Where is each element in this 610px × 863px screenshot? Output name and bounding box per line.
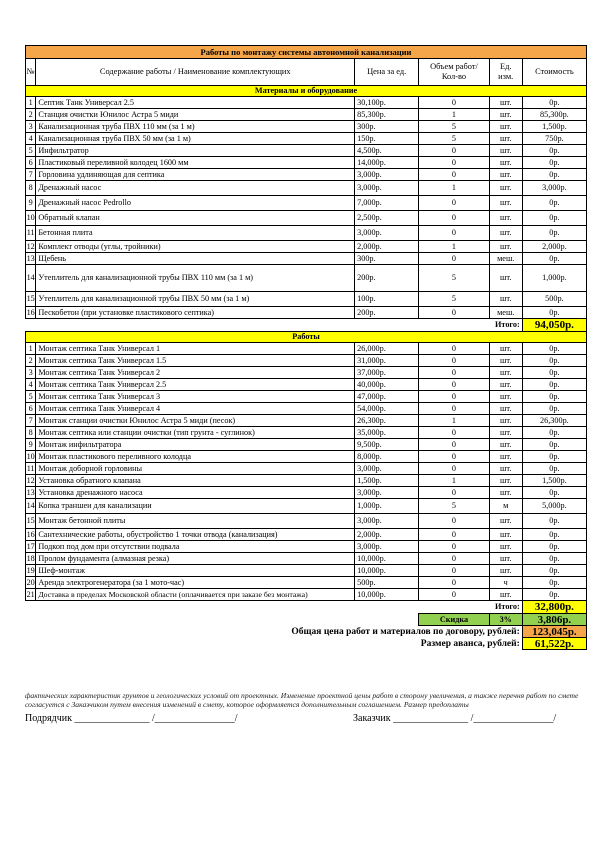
quantity: 0 — [419, 145, 489, 157]
row-number: 5 — [26, 391, 36, 403]
row-number: 2 — [26, 109, 36, 121]
unit: шт. — [489, 211, 522, 226]
item-name: Монтаж септика Танк Универсал 3 — [36, 391, 355, 403]
quantity: 0 — [419, 463, 489, 475]
item-name: Установка дренажного насоса — [36, 487, 355, 499]
unit-price: 10,000р. — [355, 589, 419, 601]
unit: меш. — [489, 307, 522, 319]
row-number: 20 — [26, 577, 35, 587]
cost: 0р. — [522, 97, 586, 109]
quantity: 0 — [419, 577, 489, 589]
item-name: Монтаж септика или станции очистки (тип грунта - суглинок) — [36, 427, 355, 439]
customer-signature: Заказчик _______________ /________________/ — [353, 713, 557, 724]
materials-total-label: Итого: — [495, 320, 520, 329]
item-name: Инфильтратор — [36, 145, 355, 157]
materials-row — [26, 211, 587, 226]
row-number: 11 — [26, 463, 35, 473]
quantity: 0 — [419, 427, 489, 439]
unit-price: 2,000р. — [355, 529, 419, 541]
item-name: Монтаж инфильтратора — [36, 439, 355, 451]
row-number: 3 — [26, 367, 36, 379]
unit-price: 1,500р. — [355, 475, 419, 487]
item-name: Аренда электрогенератора (за 1 мото-час) — [36, 577, 355, 589]
unit: меш. — [489, 253, 522, 265]
unit: шт. — [489, 565, 522, 577]
quantity: 0 — [419, 541, 489, 553]
unit: шт. — [489, 109, 522, 121]
row-number: 8 — [26, 181, 36, 196]
contract-note: фактических характеристик грунтов и геологических условий от проектных. Изменение проектной цены работ в сторону увеличения, а также перечня работ по смете согласуется с Заказчиком путем внесения изменений в смету, которое оформляется дополнительным соглашением. Размер предоплаты — [25, 691, 579, 709]
cost: 0р. — [522, 196, 586, 211]
cost: 0р. — [522, 529, 586, 541]
quantity: 0 — [419, 169, 489, 181]
cost: 0р. — [522, 487, 586, 499]
grand-total-value: 123,045р. — [522, 626, 586, 638]
cost: 2,000р. — [522, 241, 586, 253]
quantity: 0 — [419, 367, 489, 379]
quantity: 0 — [419, 403, 489, 415]
unit: шт. — [489, 541, 522, 553]
works-row — [26, 577, 587, 589]
unit-price: 3,000р. — [355, 181, 419, 196]
quantity: 5 — [419, 499, 489, 514]
unit-price: 3,000р. — [355, 541, 419, 553]
quantity: 0 — [419, 97, 489, 109]
quantity: 0 — [419, 553, 489, 565]
unit: шт. — [489, 226, 522, 241]
discount-percent: 3% — [489, 614, 522, 626]
col-header-name: Содержание работы / Наименование комплектующих — [36, 59, 355, 86]
works-row — [26, 427, 587, 439]
quantity: 0 — [419, 157, 489, 169]
advance-label: Размер аванса, рублей: — [420, 638, 520, 649]
row-number: 13 — [26, 253, 35, 263]
section-materials: Материалы и оборудование — [26, 86, 587, 97]
item-name: Канализационная труба ПВХ 50 мм (за 1 м) — [36, 133, 355, 145]
estimate-sheet — [25, 45, 587, 650]
cost: 5,000р. — [522, 499, 586, 514]
works-row — [26, 565, 587, 577]
materials-total-row — [26, 319, 587, 332]
unit: шт. — [489, 157, 522, 169]
unit-price: 26,300р. — [355, 415, 419, 427]
unit: шт. — [489, 463, 522, 475]
unit-price: 85,300р. — [355, 109, 419, 121]
row-number: 1 — [26, 97, 36, 109]
unit: шт. — [489, 589, 522, 601]
quantity: 5 — [419, 265, 489, 292]
item-name: Доставка в пределах Московской области (оплачивается при заказе без монтажа) — [36, 589, 355, 601]
unit: м — [489, 499, 522, 514]
row-number: 8 — [26, 427, 36, 439]
item-name: Монтаж доборной горловины — [36, 463, 355, 475]
cost: 0р. — [522, 343, 586, 355]
unit: шт. — [489, 391, 522, 403]
item-name: Сантехнические работы, обустройство 1 точки отвода (канализация) — [36, 529, 355, 541]
materials-row — [26, 121, 587, 133]
item-name: Утеплитель для канализационной трубы ПВХ 110 мм (за 1 м) — [36, 265, 355, 292]
item-name: Утеплитель для канализационной трубы ПВХ 50 мм (за 1 м) — [36, 292, 355, 307]
works-row — [26, 553, 587, 565]
cost: 1,500р. — [522, 475, 586, 487]
row-number: 16 — [26, 307, 35, 317]
materials-row — [26, 181, 587, 196]
works-row — [26, 415, 587, 427]
quantity: 0 — [419, 439, 489, 451]
section-works: Работы — [26, 332, 587, 343]
col-header-num: № — [26, 59, 36, 86]
quantity: 0 — [419, 253, 489, 265]
quantity: 0 — [419, 514, 489, 529]
works-row — [26, 514, 587, 529]
unit-price: 300р. — [355, 253, 419, 265]
col-header-qty: Объем работ/ Кол-во — [419, 59, 489, 86]
row-number: 14 — [26, 265, 36, 292]
row-number: 15 — [26, 514, 36, 529]
works-row — [26, 475, 587, 487]
unit: ч — [489, 577, 522, 589]
works-row — [26, 589, 587, 601]
cost: 0р. — [522, 391, 586, 403]
grand-total-row — [26, 626, 587, 638]
contractor-signature: Подрядчик _______________ /________________/ — [25, 713, 238, 724]
unit: шт. — [489, 439, 522, 451]
estimate-table — [25, 45, 587, 650]
unit-price: 14,000р. — [355, 157, 419, 169]
unit-price: 35,000р. — [355, 427, 419, 439]
unit-price: 4,500р. — [355, 145, 419, 157]
cost: 750р. — [522, 133, 586, 145]
row-number: 13 — [26, 487, 35, 497]
quantity: 0 — [419, 391, 489, 403]
unit-price: 1,000р. — [355, 499, 419, 514]
item-name: Комплект отводы (углы, тройники) — [36, 241, 355, 253]
quantity: 5 — [419, 292, 489, 307]
row-number: 1 — [26, 343, 36, 355]
materials-row — [26, 292, 587, 307]
works-row — [26, 355, 587, 367]
unit-price: 54,000р. — [355, 403, 419, 415]
unit-price: 8,000р. — [355, 451, 419, 463]
works-row — [26, 367, 587, 379]
works-row — [26, 391, 587, 403]
works-row — [26, 529, 587, 541]
row-number: 16 — [26, 529, 35, 539]
row-number: 12 — [26, 241, 35, 251]
item-name: Монтаж септика Танк Универсал 2.5 — [36, 379, 355, 391]
col-header-cost: Стоимость — [522, 59, 586, 86]
quantity: 0 — [419, 211, 489, 226]
row-number: 12 — [26, 475, 35, 485]
item-name: Горловина удлиняющая для септика — [36, 169, 355, 181]
col-header-price: Цена за ед. — [355, 59, 419, 86]
item-name: Бетонная плита — [36, 226, 355, 241]
works-row — [26, 463, 587, 475]
cost: 0р. — [522, 379, 586, 391]
item-name: Монтаж бетонной плиты — [36, 514, 355, 529]
materials-total-value: 94,050р. — [522, 319, 586, 332]
row-number: 10 — [26, 211, 36, 226]
item-name: Щебень — [36, 253, 355, 265]
unit: шт. — [489, 553, 522, 565]
quantity: 0 — [419, 343, 489, 355]
item-name: Монтаж септика Танк Универсал 4 — [36, 403, 355, 415]
unit: шт. — [489, 475, 522, 487]
cost: 0р. — [522, 577, 586, 589]
quantity: 0 — [419, 487, 489, 499]
unit-price: 300р. — [355, 121, 419, 133]
cost: 0р. — [522, 226, 586, 241]
works-row — [26, 403, 587, 415]
unit-price: 30,100р. — [355, 97, 419, 109]
quantity: 1 — [419, 181, 489, 196]
cost: 0р. — [522, 403, 586, 415]
unit-price: 9,500р. — [355, 439, 419, 451]
estimate-title: Работы по монтажу системы автономной канализации — [26, 46, 587, 59]
works-total-label: Итого: — [495, 602, 520, 611]
unit: шт. — [489, 292, 522, 307]
row-number: 18 — [26, 553, 35, 563]
unit-price: 3,000р. — [355, 487, 419, 499]
advance-value: 61,522р. — [522, 638, 586, 650]
quantity: 0 — [419, 589, 489, 601]
unit: шт. — [489, 451, 522, 463]
item-name: Пескобетон (при установке пластикового септика) — [36, 307, 355, 319]
unit-price: 150р. — [355, 133, 419, 145]
materials-row — [26, 241, 587, 253]
unit-price: 3,000р. — [355, 514, 419, 529]
cost: 3,000р. — [522, 181, 586, 196]
item-name: Шеф-монтаж — [36, 565, 355, 577]
row-number: 15 — [26, 292, 36, 307]
unit-price: 3,000р. — [355, 226, 419, 241]
cost: 0р. — [522, 253, 586, 265]
cost: 0р. — [522, 145, 586, 157]
cost: 0р. — [522, 565, 586, 577]
item-name: Монтаж септика Танк Универсал 2 — [36, 367, 355, 379]
quantity: 0 — [419, 355, 489, 367]
unit: шт. — [489, 427, 522, 439]
item-name: Станция очистки Юнилос Астра 5 миди — [36, 109, 355, 121]
row-number: 14 — [26, 499, 36, 514]
row-number: 9 — [26, 439, 36, 451]
materials-row — [26, 133, 587, 145]
row-number: 19 — [26, 565, 35, 575]
item-name: Пластиковый переливной колодец 1600 мм — [36, 157, 355, 169]
row-number: 9 — [26, 196, 36, 211]
unit-price: 37,000р. — [355, 367, 419, 379]
unit: шт. — [489, 415, 522, 427]
item-name: Установка обратного клапана — [36, 475, 355, 487]
works-total-value: 32,800р. — [522, 601, 586, 614]
unit: шт. — [489, 514, 522, 529]
unit: шт. — [489, 181, 522, 196]
cost: 85,300р. — [522, 109, 586, 121]
materials-row — [26, 169, 587, 181]
cost: 0р. — [522, 451, 586, 463]
row-number: 21 — [26, 589, 35, 599]
unit-price: 500р. — [355, 577, 419, 589]
cost: 0р. — [522, 211, 586, 226]
row-number: 4 — [26, 133, 36, 145]
unit-price: 100р. — [355, 292, 419, 307]
cost: 0р. — [522, 553, 586, 565]
row-number: 6 — [26, 157, 36, 169]
materials-row — [26, 226, 587, 241]
unit: шт. — [489, 367, 522, 379]
unit: шт. — [489, 265, 522, 292]
works-row — [26, 451, 587, 463]
materials-row — [26, 265, 587, 292]
unit: шт. — [489, 403, 522, 415]
row-number: 7 — [26, 169, 36, 181]
cost: 0р. — [522, 514, 586, 529]
cost: 0р. — [522, 439, 586, 451]
row-number: 4 — [26, 379, 36, 391]
row-number: 3 — [26, 121, 36, 133]
materials-row — [26, 253, 587, 265]
row-number: 2 — [26, 355, 36, 367]
unit-price: 2,000р. — [355, 241, 419, 253]
cost: 0р. — [522, 169, 586, 181]
cost: 0р. — [522, 463, 586, 475]
unit: шт. — [489, 241, 522, 253]
item-name: Канализационная труба ПВХ 110 мм (за 1 м) — [36, 121, 355, 133]
unit: шт. — [489, 529, 522, 541]
unit: шт. — [489, 355, 522, 367]
materials-row — [26, 109, 587, 121]
unit-price: 7,000р. — [355, 196, 419, 211]
works-row — [26, 439, 587, 451]
works-row — [26, 343, 587, 355]
quantity: 0 — [419, 196, 489, 211]
quantity: 1 — [419, 415, 489, 427]
quantity: 0 — [419, 379, 489, 391]
unit-price: 200р. — [355, 265, 419, 292]
advance-row — [26, 638, 587, 650]
spacer — [26, 614, 419, 626]
unit-price: 47,000р. — [355, 391, 419, 403]
cost: 26,300р. — [522, 415, 586, 427]
quantity: 0 — [419, 226, 489, 241]
unit-price: 40,000р. — [355, 379, 419, 391]
quantity: 0 — [419, 529, 489, 541]
materials-row — [26, 97, 587, 109]
grand-total-label: Общая цена работ и материалов по договору, рублей: — [291, 626, 520, 637]
discount-value: 3,806р. — [522, 614, 586, 626]
unit: шт. — [489, 145, 522, 157]
col-header-unit: Ед. изм. — [489, 59, 522, 86]
item-name: Дренажный насос — [36, 181, 355, 196]
row-number: 17 — [26, 541, 35, 551]
quantity: 1 — [419, 475, 489, 487]
item-name: Монтаж септика Танк Универсал 1.5 — [36, 355, 355, 367]
quantity: 1 — [419, 109, 489, 121]
row-number: 7 — [26, 415, 36, 427]
works-total-row — [26, 601, 587, 614]
quantity: 0 — [419, 307, 489, 319]
row-number: 5 — [26, 145, 36, 157]
item-name: Монтаж пластикового переливного колодца — [36, 451, 355, 463]
unit-price: 2,500р. — [355, 211, 419, 226]
unit: шт. — [489, 97, 522, 109]
row-number: 11 — [26, 226, 36, 241]
unit: шт. — [489, 487, 522, 499]
quantity: 0 — [419, 565, 489, 577]
unit-price: 10,000р. — [355, 565, 419, 577]
quantity: 5 — [419, 133, 489, 145]
cost: 0р. — [522, 589, 586, 601]
unit-price: 200р. — [355, 307, 419, 319]
item-name: Подкоп под дом при отсутствии подвала — [36, 541, 355, 553]
unit: шт. — [489, 121, 522, 133]
works-row — [26, 499, 587, 514]
cost: 0р. — [522, 307, 586, 319]
works-row — [26, 487, 587, 499]
item-name: Дренажный насос Pedrollo — [36, 196, 355, 211]
item-name: Пролом фундамента (алмазная резка) — [36, 553, 355, 565]
row-number: 6 — [26, 403, 36, 415]
cost: 500р. — [522, 292, 586, 307]
quantity: 0 — [419, 451, 489, 463]
item-name: Септик Танк Универсал 2.5 — [36, 97, 355, 109]
quantity: 1 — [419, 241, 489, 253]
item-name: Монтаж станции очистки Юнилос Астра 5 миди (песок) — [36, 415, 355, 427]
row-number: 10 — [26, 451, 35, 461]
cost: 1,500р. — [522, 121, 586, 133]
cost: 0р. — [522, 355, 586, 367]
item-name: Копка траншеи для канализации — [36, 499, 355, 514]
materials-row — [26, 157, 587, 169]
materials-row — [26, 307, 587, 319]
unit: шт. — [489, 196, 522, 211]
discount-label: Скидка — [419, 614, 489, 626]
header-row — [26, 59, 587, 86]
materials-row — [26, 145, 587, 157]
cost: 0р. — [522, 157, 586, 169]
materials-row — [26, 196, 587, 211]
unit-price: 10,000р. — [355, 553, 419, 565]
unit-price: 3,000р. — [355, 169, 419, 181]
works-row — [26, 379, 587, 391]
unit-price: 31,000р. — [355, 355, 419, 367]
unit: шт. — [489, 379, 522, 391]
cost: 1,000р. — [522, 265, 586, 292]
works-row — [26, 541, 587, 553]
unit: шт. — [489, 343, 522, 355]
item-name: Монтаж септика Танк Универсал 1 — [36, 343, 355, 355]
cost: 0р. — [522, 427, 586, 439]
unit: шт. — [489, 133, 522, 145]
discount-row — [26, 614, 587, 626]
unit-price: 26,000р. — [355, 343, 419, 355]
cost: 0р. — [522, 541, 586, 553]
cost: 0р. — [522, 367, 586, 379]
item-name: Обратный клапан — [36, 211, 355, 226]
unit: шт. — [489, 169, 522, 181]
unit-price: 3,000р. — [355, 463, 419, 475]
quantity: 5 — [419, 121, 489, 133]
